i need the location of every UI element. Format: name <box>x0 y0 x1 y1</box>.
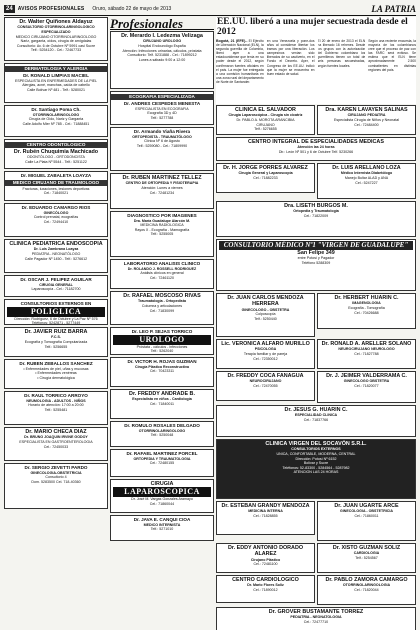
ad-subtitle: CARDIOLOGIA <box>353 551 380 556</box>
ad-title: Dr. VICTOR H. ROJAS GUZMAN <box>127 359 197 364</box>
ad-line: Dr. PABLO A. MOROTA ARANCIBIA <box>236 118 295 122</box>
ad-row <box>216 405 416 439</box>
ad-box <box>216 201 416 237</box>
ad-box <box>216 371 315 401</box>
ad-title: Dr. ESTEBAN GRANDY MENDOZA <box>221 503 310 509</box>
ad-subtitle: Atención las 24 horas <box>297 145 335 150</box>
ad-line: Cel.: 72461120 <box>149 275 175 280</box>
ad-subtitle: CONSULTORIOS EXTERNOS <box>291 447 341 452</box>
ad-box <box>110 421 214 447</box>
ad-line: Telf.: 5255481 <box>44 407 68 412</box>
ad-subtitle: Cirugía Plástica Reconstructiva <box>135 364 189 369</box>
ad-line: • Enfermedades de piel, uñas y mucosas <box>23 366 89 371</box>
article-text: El 20 de enero de 2013 el ELN ha liberado 16 rehenes. Desde los grupos con la autorización del Gobierno colombiano los guerrilleros tienen un total de seis personas secuestradas, según fuentes locales. <box>317 39 366 68</box>
ad-line: Cel.: 71860011 <box>354 514 379 518</box>
ad-title: Dr. MARIO CHECA DIAZ <box>25 429 87 435</box>
ad-line: Ecografía - Tomografía <box>348 306 385 310</box>
ad-bar: ECOGRAFIA ESPECIALIZADA <box>111 94 213 100</box>
ad-title: Dr. GROVER BUSTAMANTE TORREZ <box>268 609 364 615</box>
ad-title: CONSULTORIOS EXTERNOS EN <box>20 301 92 306</box>
ad-line: Dirección: Potosí Nº 6152 <box>295 456 337 461</box>
ad-subtitle: Cirugía General y Laparoscopía <box>238 171 293 176</box>
ad-title: Dr. Walter Quiñones Aldayuz <box>19 19 93 25</box>
section-title: Profesionales <box>110 17 214 30</box>
ad-title: CENTRO CARDIOLOGICO <box>232 577 299 583</box>
ad-box <box>4 17 108 61</box>
ad-box <box>110 449 214 477</box>
ad-box <box>110 327 214 355</box>
ad-line: Cel.: 71837766 <box>303 418 329 422</box>
ad-line: ESPECIALISTA EN ENFERMEDADES DE LA PIEL <box>14 78 98 83</box>
ad-line: Cirugía de Oído, Nariz y Garganta <box>28 117 84 122</box>
ad-line: Calle Bolívar Nº 481 - Telf.: 5280021 <box>27 87 85 92</box>
ad-title: Dr. EDUARDO CAMARGO RIOS <box>21 205 91 210</box>
ad-line: Cel.: 71840011 <box>149 402 175 406</box>
ad-box <box>4 463 108 509</box>
ad-subtitle: Dr. Luis Zambrana Loayza <box>33 247 79 252</box>
ad-line: Terapia familiar y de pareja <box>243 352 288 356</box>
ad-subtitle: ORTOPEDISTA - TRAUMATÓLOGO <box>132 134 192 139</box>
ad-title: Dr. JUAN UGARTE ARCE <box>334 503 399 509</box>
ad-box <box>317 293 416 329</box>
ad-line: Dr. José M. Vargas Gonzales Aramayo <box>131 497 193 502</box>
ad-line: Cel.: 71830099 <box>149 308 175 313</box>
ad-subtitle: Médico Internista Diabetólogo <box>340 171 393 176</box>
ad-box <box>110 127 214 171</box>
article-headline: EE.UU. liberó a una mujer secuestrada desde el 2012 <box>217 17 408 37</box>
ad-title: San Felipe 349 <box>297 250 335 256</box>
ad-title: Dr. JAVA E. CANQUI CIOA <box>133 517 191 522</box>
ad-subtitle: Dr. BRUNO JOAQUIN IRVINE GODOY <box>24 435 88 440</box>
ad-line: Consultorio: Av. 6 de Octubre Nº 5991 casi Sucre <box>16 43 96 48</box>
ad-title: Dr. RAFAEL MARTINEZ PORCEL <box>126 451 198 456</box>
ad-line: Cel.: 71840021 <box>43 191 69 196</box>
ad-subtitle: Dr. Mario Flores Soliz <box>247 583 284 588</box>
ad-title: CLINICA EL SALVADOR <box>235 107 296 113</box>
ad-line: Rayos X - Ecografía - Mamografía <box>134 227 190 232</box>
ad-line: Cel.: 71882233 <box>253 176 278 180</box>
ad-title: Dr. HERBERT HUARIN C. <box>334 295 399 301</box>
ad-line: Ecografía 3D y 4D <box>147 111 177 116</box>
ad-line: Teléfono 5288309 <box>301 261 331 265</box>
ad-box <box>110 357 214 387</box>
ad-bar: CENTRO ODONTOLOGICO <box>5 142 107 148</box>
ad-box <box>216 543 315 573</box>
ad-line: ODONTÓLOGO - ORTODONCISTA <box>27 155 85 160</box>
ad-line: Dir.: León Nº 501 y 6 de Octubre Telf. 5230266 <box>278 150 354 154</box>
ad-box <box>317 163 416 199</box>
ad-line: Calle Adolfo Mier Nº 785 - Cel.: 71888451 <box>22 121 90 126</box>
ad-title: Dr. LEO P. SEJAS TORRICO <box>131 329 193 334</box>
ad-line: Teléfonos: 52-83300 - 5284564 - 5287982 <box>282 465 350 470</box>
header-rule <box>4 15 416 16</box>
ad-line: Cel.: 71890012 <box>253 588 278 592</box>
ad-title: Dr. J. JEIMER VALDERRAMA C. <box>326 373 407 379</box>
ad-line: Bolívar y Sucre <box>303 461 329 466</box>
ad-box <box>110 91 214 125</box>
ad-line: Telf.: 5254567 <box>355 556 378 560</box>
ad-subtitle: GINECÓLOGO <box>43 210 69 215</box>
ad-title: Dr. EDDY ANTONIO DORADO ALAREZ <box>227 545 304 558</box>
ad-line: Telf.: 5250048 <box>150 433 174 438</box>
ad-subtitle: Cirujano Plástico <box>250 557 281 562</box>
ad-line: Calle La Plata Nº 5544 - Telf.: 5251122 <box>25 160 87 164</box>
ad-line: Cel.: 72350012 <box>253 356 278 361</box>
ad-line: Cel.: 70423311 <box>149 369 175 374</box>
ad-box <box>110 259 214 289</box>
ad-subtitle: MEDICINA INTERNA <box>248 509 283 514</box>
ad-row <box>216 575 416 607</box>
ad-subtitle: Dr. ROLANDO J. ROSSELL RODRIGUEZ <box>127 266 197 271</box>
ad-box <box>4 239 108 273</box>
ad-line: Consultorio: Telf. 5231888 - Cel.: 71899212 <box>127 53 197 58</box>
ad-title: Dr. SERGIO ZEVETTI PARDO <box>24 465 88 470</box>
ad-line: Ecografía y Tomografía Computarizada <box>24 340 88 344</box>
ad-line: Consultorio 4 <box>45 475 67 480</box>
ad-title: Dr. RUBEN ZEBALLOS SANCHEZ <box>19 361 93 366</box>
ad-box <box>216 501 315 535</box>
ad-title: Dr. OSCAR J. FELIPEZ AGUILAR <box>20 277 92 282</box>
article-column <box>216 39 264 111</box>
ad-title: Dr. FREDDY COCA FANAGUA <box>227 373 304 379</box>
ad-subtitle: CIRUJANO UROLOGO <box>142 39 182 44</box>
ad-banner: CONSULTORIO MÉDICO Nº1 "VIRGEN DE GUADALUPE" <box>219 241 413 250</box>
ad-line: Dom. 5283500 Cel. 718-40360 <box>31 479 81 484</box>
ad-line: Control prenatal, ecografías <box>33 215 79 220</box>
ad-subtitle: Dra. María Guadalupe Alarcón M. <box>133 218 191 223</box>
ads-column-left <box>4 17 108 511</box>
ad-title: CIRUGIA <box>150 481 174 487</box>
ads-column-right <box>216 105 416 630</box>
ad-box <box>4 359 108 389</box>
ad-box <box>216 575 315 603</box>
ad-box <box>317 543 416 573</box>
ad-title: Dr. Rubén Chuquimia Machicado <box>13 149 99 155</box>
ad-box <box>4 203 108 237</box>
ad-row <box>216 163 416 201</box>
ad-title: Dr. ROMULO ROSALES DELGADO <box>124 423 200 428</box>
ad-line: Próstata - cálculos - infecciones <box>136 344 188 349</box>
ad-line: entre Potosí y Pagador <box>297 256 335 261</box>
ad-box <box>216 293 315 337</box>
ad-box <box>4 299 108 325</box>
ad-row <box>216 201 416 239</box>
ad-line: Telf.: 5276655 <box>254 127 277 132</box>
ad-subtitle: PSICOLOGA <box>254 347 277 352</box>
ad-subtitle: ORTOPEDIA Y TRAUMATOLOGIA <box>133 456 191 461</box>
ad-title: CLINICA VIRGEN DEL SOCAVÓN S.R.L. <box>265 441 367 447</box>
ad-row <box>216 501 416 543</box>
ad-title: Dr. PABLO ZAMORA CAMARGO <box>325 577 408 583</box>
ad-line: Especialista Cirugía de Niños y Neonatal <box>333 118 400 122</box>
ad-line: Telf.: 5256655 <box>44 344 68 349</box>
ad-box <box>110 479 214 513</box>
ad-line: Telf.: 5277788 <box>150 115 174 120</box>
ad-box <box>216 105 315 135</box>
ad-line: Cel.: 71827788 <box>354 352 379 356</box>
ad-title: Dr. JAVIER RUIZ BARRA <box>24 329 88 335</box>
ad-line: CIRUJANO <box>256 122 275 127</box>
ad-line: Nariz, garganta, oídos, cirugía de amígdalas <box>20 39 92 44</box>
ad-box <box>216 239 416 291</box>
ad-line: Manejo Bultar ALAD y ANA <box>344 176 389 180</box>
ad-subtitle: CONSULTORIO OTORRINOLARINGOLOGICO ESPECIALIZADO <box>17 25 95 34</box>
ad-box <box>110 31 214 89</box>
ad-box <box>216 439 416 499</box>
ad-line: ESPECIALISTA EN ECOGRAFIA <box>135 106 189 111</box>
ad-line: Colposcopía <box>255 312 276 317</box>
ad-subtitle: GINECOLOGIA - OBSTETRICIA <box>340 509 393 514</box>
ad-subtitle: OTORRINOLARINGOLOGO <box>32 112 80 117</box>
ad-title: Dr. MIGUEL ZABALETA LOAYZA <box>20 173 92 178</box>
ad-line: Telf.: 5262040 <box>150 349 174 354</box>
ad-row <box>216 607 416 630</box>
section-label: AVISOS PROFESIONALES <box>17 6 85 12</box>
article-column <box>267 39 315 111</box>
page-header <box>4 3 416 15</box>
ad-box <box>216 137 416 161</box>
ad-line: Cel.: 72477710 <box>303 620 329 624</box>
ad-row <box>216 371 416 405</box>
ad-line: Laparoscopía - Cel.: 71182700 <box>31 287 81 292</box>
news-article <box>216 17 416 104</box>
ad-line: Columna y articulaciones <box>141 304 183 308</box>
ad-bar: DERMATOLOGIA Y ALERGIA <box>5 66 107 72</box>
ad-line: Atención: Lunes a viernes <box>141 186 183 190</box>
ad-subtitle: Cirugía Laparoscópica - Cirugía sin cicatriz <box>228 113 303 118</box>
ad-line: MEDICO CIRUJANO OTORRINOLARINGOLOGO <box>15 34 97 39</box>
ad-line: Cel.: 71822009 <box>303 214 329 218</box>
ad-title: Dr. LUIS ARELLANO LOZA <box>332 165 401 171</box>
ad-line: Cel.: 72484400 <box>354 122 379 127</box>
ad-box <box>110 389 214 419</box>
ad-title: CENTRO INTEGRAL DE ESPECIALIDADES MEDICAS <box>248 139 384 145</box>
ad-line: PEDIATRA - NEONATÓLOGO <box>31 252 81 256</box>
ad-subtitle: Traumatología - Ortopedista <box>138 299 186 304</box>
ad-box <box>4 427 108 461</box>
ad-line: Fracturas, luxaciones, lesiones deportivas <box>22 186 90 191</box>
ad-box <box>317 575 416 605</box>
ad-line: Dirección: Rodríguez, 6 de Octubre y La Paz Nº 576 <box>14 316 98 321</box>
ad-line: Alergias, acné, manchas, caída de cabello <box>22 83 90 88</box>
ad-title: Dr. Merardo I. Ledezma Velizaga <box>121 33 203 39</box>
ad-box <box>4 275 108 297</box>
ad-row <box>216 339 416 371</box>
ads-column-middle <box>110 31 214 543</box>
ad-subtitle: NEUROCIRUJANO <box>249 379 282 384</box>
ad-title: Dr. ANDRES CESPEDES MENESTA <box>123 101 201 106</box>
ad-banner: LAPAROSCOPICA <box>113 487 211 497</box>
ad-line: Cel.: 72480155 <box>149 461 175 466</box>
ad-title: Dr. RAFAEL MOSCOSO RIVAS <box>123 293 201 299</box>
ad-line: ATENCION LAS 24 HORAS <box>293 470 339 475</box>
article-text: Según una reciente encuesta, la mayoría de los colombianos cree que el proceso de paz con las FARC será exitoso. Se estima que el ELN tiene aproximadamente 2.500 combatientes en distintas regiones del país. <box>368 39 416 72</box>
ad-line: • Enfermedades venéreas <box>35 371 77 376</box>
ad-line: Cel.: 72481100 <box>253 562 278 567</box>
ad-title: LABORATORIO ANALISIS CLINICO <box>123 261 201 266</box>
ad-line: ESPECIALISTA EN GASTROENTEROLOGIA <box>19 440 93 444</box>
ad-box <box>317 371 416 403</box>
ad-box <box>317 105 416 135</box>
ad-subtitle: GINECOLOGO OBSTETRA <box>343 379 390 384</box>
ad-title: Dr. H. JORGE PORRES ALVAREZ <box>223 165 308 171</box>
ad-box <box>216 339 315 369</box>
ad-line: Atención: Infecciones urinarias, cálculos, próstata <box>122 48 202 53</box>
ad-line: Cel.: 70426688 <box>354 310 379 315</box>
ad-banner: UROLOGO <box>113 335 211 345</box>
ad-box <box>4 327 108 357</box>
ad-title: DIAGNOSTICO POR IMAGENES <box>127 213 197 218</box>
article-text: en una Venezuela y pone-dos años al considerar libertar los tramos por una liberación. Los campesinos venían sido liberados de su cautiverio, en el Fondo el Decreto. Ayer, el Congreso de los EE.UU. indicó que la mujer se encuentra en buen estado de salud. <box>266 39 315 76</box>
ad-title: Dr. XISTO GUZMAN SOLIZ <box>332 545 401 551</box>
ad-line: Lunes a sábado 9:00 a 12:00 <box>138 57 186 62</box>
ad-line: UNICA, CONFORTABLE, MODERNA, CENTRAL <box>276 452 356 456</box>
ad-box <box>317 501 416 541</box>
ad-line: Cel.: 72470055 <box>253 384 278 388</box>
ad-line: Teléfonos: 5242871 - 5277449 <box>31 321 81 325</box>
issue-date: Oruro, sábado 22 de mayo de 2013 <box>92 6 172 12</box>
ad-box <box>110 515 214 541</box>
ad-line: Cel.: 72494410 <box>43 219 69 224</box>
ad-box <box>110 211 214 257</box>
ad-line: Cel.: 5247227 <box>355 180 378 185</box>
ad-subtitle: NEUMOLOGIA - ADULTOS - NIÑOS <box>26 398 86 403</box>
ad-subtitle: OTORRINOLARINGOLOGIA <box>342 583 391 588</box>
ad-box <box>110 291 214 325</box>
ad-box <box>216 163 315 193</box>
ad-box <box>216 405 416 437</box>
article-body <box>216 39 416 111</box>
ad-line: Cel.: 71820077 <box>354 384 379 388</box>
ad-box <box>4 171 108 201</box>
article-byline: Bogotá, 21 (EFE).- <box>216 39 248 43</box>
ad-subtitle: MEDICO INTERNISTA <box>143 522 181 527</box>
ad-line: Hospital Endourológo España <box>138 44 186 48</box>
ad-subtitle: PEDIATRIA - NEONATOLOGIA <box>290 615 342 620</box>
ad-title: Dra. KAREN LAVAYEN SALINAS <box>325 107 408 113</box>
ad-title: Dr. FREDDY ANDRADE B. <box>129 391 195 397</box>
ad-subtitle: OTORRINOLARINGOLOGO <box>138 428 186 433</box>
ad-subtitle: CIRUGIA GENERAL <box>39 282 73 287</box>
ad-title: Dr. JUAN CARLOS MENDOZA HERRERA <box>227 295 304 308</box>
ad-subtitle: GINECOLOGO - OBSTETRA <box>241 307 290 312</box>
ad-line: Cel.: 72450033 <box>43 444 69 449</box>
ad-bar: MEDICO CIRUJANO DE TRAUMOLOGO <box>5 180 107 186</box>
ad-title: Dr. JESUS G. HUARIN C. <box>284 407 348 413</box>
ad-line: Calle Pagador Nº 1450 - Telf.: 5276612 <box>24 256 88 261</box>
ad-box <box>317 339 416 369</box>
article-column <box>368 39 416 111</box>
ad-box <box>4 391 108 425</box>
ad-title: Dr. RUBEN MARTINEZ TELLEZ <box>122 175 202 181</box>
ad-line: MEDICINA RADIOLOGICA <box>140 223 184 228</box>
ad-box <box>216 607 416 630</box>
ad-subtitle: ESPECIALIDAD CLINICA <box>294 413 338 418</box>
ad-title: CLINICA PEDIATRICA ENDOSCOPIA <box>9 241 103 247</box>
ad-title: Dr. Armando Viaña Rivera <box>133 129 191 134</box>
ad-row <box>216 293 416 339</box>
ad-title: Dr. RAUL TORRICO ARROYO <box>24 393 88 398</box>
ad-line: Telf.: 5259080 - Cel.: 71809990 <box>136 143 188 148</box>
ad-line: Horario de atención: 17:00 a 20:00 <box>28 403 84 408</box>
ad-line: Cel.: 72481234 <box>149 190 175 195</box>
article-column <box>318 39 366 111</box>
article-text: El Ejército de Liberación Nacional (ELN), la segunda guerrilla de Colombia, liberó ayer a una estadounidense que tenía en su poder desde el 2012, según confirmaron fuentes oficiales en el país. La mujer fue entregada a una comisión humanitaria en una zona rural del departamento de Norte de Santander. <box>216 39 264 84</box>
ad-title: Dr. Santiago Poma Ch. <box>31 107 81 112</box>
ad-title: Lic. VERONICA ALFARO MURILLO <box>221 341 310 347</box>
page-number: 24 <box>6 6 13 12</box>
ad-line: • Cirugía dermatológica <box>37 375 75 380</box>
ad-line: Telf.: 5255005 <box>150 232 174 237</box>
ad-banner: POLIGLICA <box>7 307 105 317</box>
ad-title: Dr. RONALD A. ARELLER SOLANO <box>321 341 412 347</box>
ad-line: Telf.: 5271010 <box>150 527 174 532</box>
ad-line: Cel.: 71860044 <box>149 502 175 506</box>
ad-box <box>4 139 108 169</box>
ad-subtitle: CIRUJANO PEDIATRA <box>347 113 386 118</box>
ad-box <box>110 173 214 209</box>
ad-title: Dra. LISETH BURGOS M. <box>284 203 348 209</box>
ad-line: Telf.: 5254120 - Cel.: 72467733 <box>30 48 82 53</box>
ad-title: Dr. RONALD LIMPIAS MACIEL <box>23 73 89 78</box>
ad-subtitle: CENTRO DE ORTOPEDIA Y FISIOTERAPIA <box>125 181 199 186</box>
ad-box <box>4 63 108 103</box>
ad-line: Cel.: 71828855 <box>253 514 278 518</box>
ad-subtitle: Ortopedia y Traumatología <box>293 209 339 214</box>
ad-subtitle: Especialista en niños - Cardiología <box>132 397 192 402</box>
ad-line: Clínica Nº 6 de Agosto <box>144 139 180 144</box>
ad-row <box>216 543 416 575</box>
ad-line: Cel.: 71820044 <box>354 588 379 592</box>
ad-subtitle: GINECOLOGIA-OBSTETRICIA <box>30 470 82 475</box>
ad-subtitle: NEUROCIRUJANO NEUROLOGO <box>338 347 395 352</box>
ad-row <box>216 105 416 137</box>
ad-line: Análisis clínicos en general <box>140 271 184 276</box>
ad-box <box>4 105 108 137</box>
ad-subtitle: IMAGENOLOGIA <box>352 301 381 306</box>
ad-line: Telf.: 5250440 <box>254 317 277 321</box>
newspaper-logo: LA PATRIA <box>371 4 416 14</box>
ad-subtitle: F.C.S. <box>51 335 61 340</box>
